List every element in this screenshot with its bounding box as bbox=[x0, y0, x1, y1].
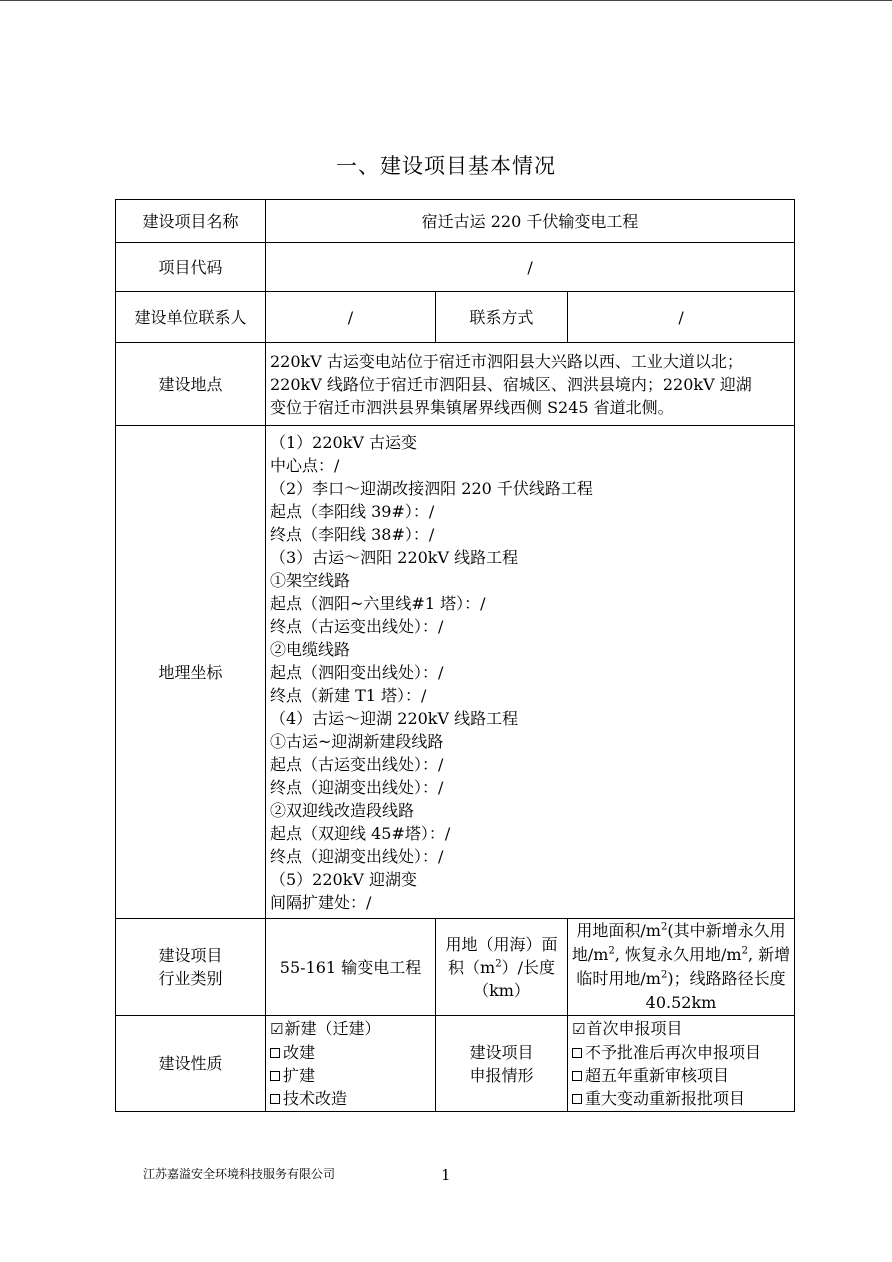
area-value-part: )；线路路径长度 40.52km bbox=[645, 969, 786, 1012]
row-coordinates bbox=[116, 426, 795, 919]
coordinate-line: 终点（古运变出线处）：/ bbox=[270, 616, 444, 636]
report-label-line: 建设项目 bbox=[469, 1042, 534, 1062]
industry-label bbox=[116, 919, 266, 1016]
project-name-label: 建设项目名称 bbox=[116, 200, 266, 243]
coordinate-line: ②双迎线改造段线路 bbox=[270, 800, 415, 820]
coordinate-line: 起点（李阳线 39#）：/ bbox=[270, 501, 435, 521]
area-value-part: 用地面积/m bbox=[576, 921, 661, 940]
coordinate-line: 起点（泗阳~六里线#1 塔）：/ bbox=[270, 593, 486, 613]
nature-option[interactable] bbox=[270, 1041, 431, 1064]
area-value-sup: 2 bbox=[608, 945, 615, 957]
project-name-value: 宿迁古运 220 千伏输变电工程 bbox=[266, 200, 795, 243]
location-value bbox=[266, 343, 795, 426]
coordinate-line: 中心点：/ bbox=[270, 455, 340, 475]
checkbox-icon bbox=[270, 1071, 280, 1081]
report-option-label: 重大变动重新报批项目 bbox=[585, 1089, 746, 1108]
coordinate-line: ②电缆线路 bbox=[270, 639, 351, 659]
location-line: 220kV 古运变电站位于宿迁市泗阳县大兴路以西、工业大道以北； bbox=[270, 351, 743, 371]
report-option-label: 超五年重新审核项目 bbox=[585, 1066, 730, 1085]
coordinate-line: （5）220kV 迎湖变 bbox=[270, 869, 418, 889]
page-top-border bbox=[0, 0, 892, 1]
page-title: 一、建设项目基本情况 bbox=[336, 154, 556, 178]
nature-option[interactable] bbox=[270, 1017, 431, 1041]
coordinate-line: 起点（双迎线 45#塔）：/ bbox=[270, 823, 451, 843]
coordinate-line: 间隔扩建处：/ bbox=[270, 892, 372, 912]
area-value-part: , 新增临时用地/m bbox=[576, 945, 791, 988]
coordinate-line: （2）李口～迎湖改接泗阳 220 千伏线路工程 bbox=[270, 478, 593, 498]
coordinates-value bbox=[266, 426, 795, 919]
row-nature bbox=[116, 1016, 795, 1112]
contact-method-label: 联系方式 bbox=[436, 292, 568, 343]
coordinate-line: 起点（古运变出线处）：/ bbox=[270, 754, 444, 774]
nature-option-label: 扩建 bbox=[283, 1066, 316, 1085]
checkbox-icon bbox=[572, 1094, 582, 1104]
area-value-sup: 2 bbox=[741, 945, 748, 957]
checked-box-icon: ☑ bbox=[572, 1020, 586, 1038]
coordinate-line: 终点（迎湖变出线处）：/ bbox=[270, 777, 444, 797]
report-option-label: 不予批准后再次申报项目 bbox=[585, 1043, 762, 1062]
project-code-value: / bbox=[266, 243, 795, 292]
area-label-line: 用地（用海）面 bbox=[445, 934, 558, 954]
industry-label-line: 行业类别 bbox=[158, 969, 223, 988]
contact-label: 建设单位联系人 bbox=[116, 292, 266, 343]
report-option[interactable] bbox=[572, 1064, 790, 1087]
checkbox-icon bbox=[572, 1048, 582, 1058]
area-value bbox=[568, 919, 795, 1016]
coordinate-line: ①古运~迎湖新建段线路 bbox=[270, 731, 444, 751]
location-line: 变位于宿迁市泗洪县界集镇屠界线西侧 S245 省道北侧。 bbox=[270, 397, 674, 417]
row-project-code bbox=[116, 243, 795, 292]
nature-label: 建设性质 bbox=[116, 1016, 266, 1112]
area-label-line bbox=[438, 956, 565, 979]
coordinate-line: （4）古运～迎湖 220kV 线路工程 bbox=[270, 708, 519, 728]
project-info-table bbox=[115, 199, 795, 1112]
coordinate-line: 起点（泗阳变出线处）：/ bbox=[270, 662, 444, 682]
coordinates-label: 地理坐标 bbox=[116, 426, 266, 919]
area-label-part: 积（m bbox=[448, 957, 496, 977]
industry-value: 55-161 输变电工程 bbox=[266, 919, 436, 1016]
area-value-part: , 恢复永久用地/m bbox=[614, 945, 742, 964]
area-value-sup: 2 bbox=[660, 969, 668, 981]
row-contact bbox=[116, 292, 795, 343]
nature-options bbox=[266, 1016, 436, 1112]
coordinate-line: （3）古运～泗阳 220kV 线路工程 bbox=[270, 547, 519, 567]
nature-option-label: 新建（迁建） bbox=[284, 1019, 381, 1038]
nature-option[interactable] bbox=[270, 1064, 431, 1087]
report-label bbox=[436, 1016, 568, 1112]
contact-value: / bbox=[266, 292, 436, 343]
checkbox-icon bbox=[572, 1071, 582, 1081]
report-option[interactable] bbox=[572, 1041, 790, 1064]
coordinate-line: 终点（新建 T1 塔）：/ bbox=[270, 685, 427, 705]
report-option[interactable] bbox=[572, 1087, 790, 1110]
nature-option-label: 改建 bbox=[283, 1043, 316, 1062]
checkbox-icon bbox=[270, 1094, 280, 1104]
report-option-label: 首次申报项目 bbox=[586, 1019, 683, 1038]
report-option[interactable] bbox=[572, 1017, 790, 1041]
row-project-name bbox=[116, 200, 795, 243]
industry-label-line: 建设项目 bbox=[158, 946, 223, 965]
area-value-sup: 2 bbox=[660, 921, 668, 933]
area-label-sup: 2 bbox=[495, 958, 502, 970]
footer-company: 江苏嘉溢安全环境科技服务有限公司 bbox=[143, 1167, 336, 1181]
area-label-line: （km） bbox=[473, 980, 530, 1000]
report-options bbox=[568, 1016, 795, 1112]
checkbox-icon bbox=[270, 1048, 280, 1058]
area-label bbox=[436, 919, 568, 1016]
coordinate-line: （1）220kV 古运变 bbox=[270, 432, 418, 452]
project-code-label: 项目代码 bbox=[116, 243, 266, 292]
coordinate-line: 终点（李阳线 38#）：/ bbox=[270, 524, 435, 544]
location-label: 建设地点 bbox=[116, 343, 266, 426]
row-location bbox=[116, 343, 795, 426]
checked-box-icon: ☑ bbox=[270, 1020, 284, 1038]
area-value-part: (其中新增永久用地/m bbox=[571, 921, 786, 964]
nature-option[interactable] bbox=[270, 1087, 431, 1110]
nature-option-label: 技术改造 bbox=[283, 1089, 348, 1108]
page-number: 1 bbox=[441, 1166, 451, 1184]
contact-method-value: / bbox=[568, 292, 795, 343]
coordinate-line: ①架空线路 bbox=[270, 570, 351, 590]
report-label-line: 申报情形 bbox=[469, 1065, 534, 1085]
location-line: 220kV 线路位于宿迁市泗阳县、宿城区、泗洪县境内；220kV 迎湖 bbox=[270, 374, 752, 394]
row-industry bbox=[116, 919, 795, 1016]
area-label-part: ）/长度 bbox=[501, 957, 555, 977]
coordinate-line: 终点（迎湖变出线处）：/ bbox=[270, 846, 444, 866]
